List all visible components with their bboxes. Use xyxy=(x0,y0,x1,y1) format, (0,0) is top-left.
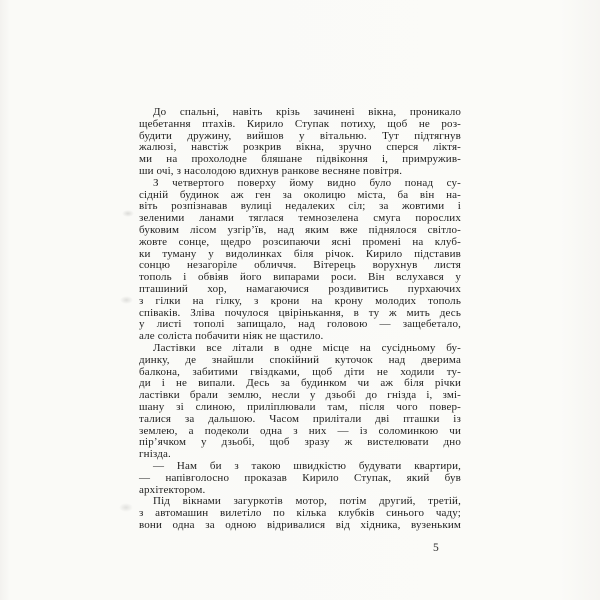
text-line: вони одна за одною відривалися від хідника, вузеньким xyxy=(139,518,461,531)
scan-smudge xyxy=(122,210,134,217)
text-line: будити дружину, вийшов у вітальню. Тут підтягнув xyxy=(139,129,461,142)
text-line: у листі тополі запищало, над головою — защебетало, xyxy=(139,318,461,331)
paragraph xyxy=(139,343,461,461)
text-line: пташиний хор, намагаючися роздивитись пурхаючих xyxy=(139,282,461,295)
text-line: буковим лісом узгір’їв, над яким вже піднялося світло- xyxy=(139,223,461,236)
text-line: з гілки на гілку, з крони на крону молодих тополь xyxy=(139,294,461,307)
scan-smudge xyxy=(119,503,133,512)
text-line: гнізда. xyxy=(139,448,171,461)
text-line: зеленими ланами тяглася темнозелена смуга порослих xyxy=(139,212,461,225)
text-line: землею, а подеколи одна з них — із соломинкою чи xyxy=(139,424,461,437)
text-line: талися за дальшою. Часом прилітали дві пташки із xyxy=(139,412,461,425)
text-line: ластівки брали землю, несли у дзьобі до гнізда і, змі- xyxy=(139,389,461,402)
text-line: жалюзі, навстіж розкрив вікна, зручно сперся ліктя- xyxy=(139,141,461,154)
text-line: пір’ячком у дзьобі, щоб зразу ж вистелювати дно xyxy=(139,436,461,449)
text-line: сідній будинок аж ген за околицю міста, ба він на- xyxy=(139,188,461,201)
text-line: тополь і обвіяв його випарами роси. Він вслухався у xyxy=(139,271,461,284)
paragraph xyxy=(139,496,461,531)
text-line: архітектором. xyxy=(139,483,206,496)
text-line: щебетання птахів. Кирило Ступак потиху, щоб не роз- xyxy=(139,117,461,130)
text-line: До спальні, навіть крізь зачинені вікна, проникало xyxy=(153,106,461,118)
text-line: з автомашин вилетіло по кілька клубків синього чаду; xyxy=(139,507,461,520)
text-line: сонцю незагоріле обличчя. Вітерець ворухнув листя xyxy=(139,259,461,272)
paragraph xyxy=(139,107,461,178)
text-line: Під вікнами загуркотів мотор, потім другий, третій, xyxy=(153,495,461,508)
text-line: але соліста побачити ніяк не щастило. xyxy=(139,330,324,343)
text-line: балкона, забитими гвіздками, щоб діти не ходили ту- xyxy=(139,365,461,378)
page-number: 5 xyxy=(433,542,439,554)
text-line: жовте сонце, щедро розсипаючи ясні промені на клуб- xyxy=(139,235,461,248)
paragraph xyxy=(139,178,461,343)
paragraph xyxy=(139,461,461,496)
scan-smudge xyxy=(120,296,133,304)
text-line: — напівголосно проказав Кирило Ступак, який був xyxy=(139,471,461,484)
text-line: З четвертого поверху йому видно було понад су- xyxy=(153,176,461,189)
text-line: ши очі, з насолодою вдихнув ранкове весняне повітря. xyxy=(139,164,403,177)
text-line: ки туману у видолинках біля річок. Кирило підставив xyxy=(139,247,461,260)
text-block xyxy=(139,107,461,532)
text-line: шану зі слиною, приліплювали там, після чого повер- xyxy=(139,400,461,413)
text-line: Ластівки все літали в одне місце на сусідньому бу- xyxy=(153,341,461,354)
text-line: — Нам би з такою швидкістю будувати квартири, xyxy=(153,459,461,472)
text-line: ди і не випали. Десь за будинком чи аж біля річки xyxy=(139,377,461,390)
text-line: ми на прохолодне бляшане підвіконня і, примружив- xyxy=(139,153,461,166)
text-line: співаків. Зліва почулося цвірінькання, в ту ж мить десь xyxy=(139,306,461,319)
text-line: віть розпізнавав вулиці недалеких сіл; за жовтими і xyxy=(139,200,461,213)
text-line: динку, де знайшли спокійний куточок над дверима xyxy=(139,353,461,366)
